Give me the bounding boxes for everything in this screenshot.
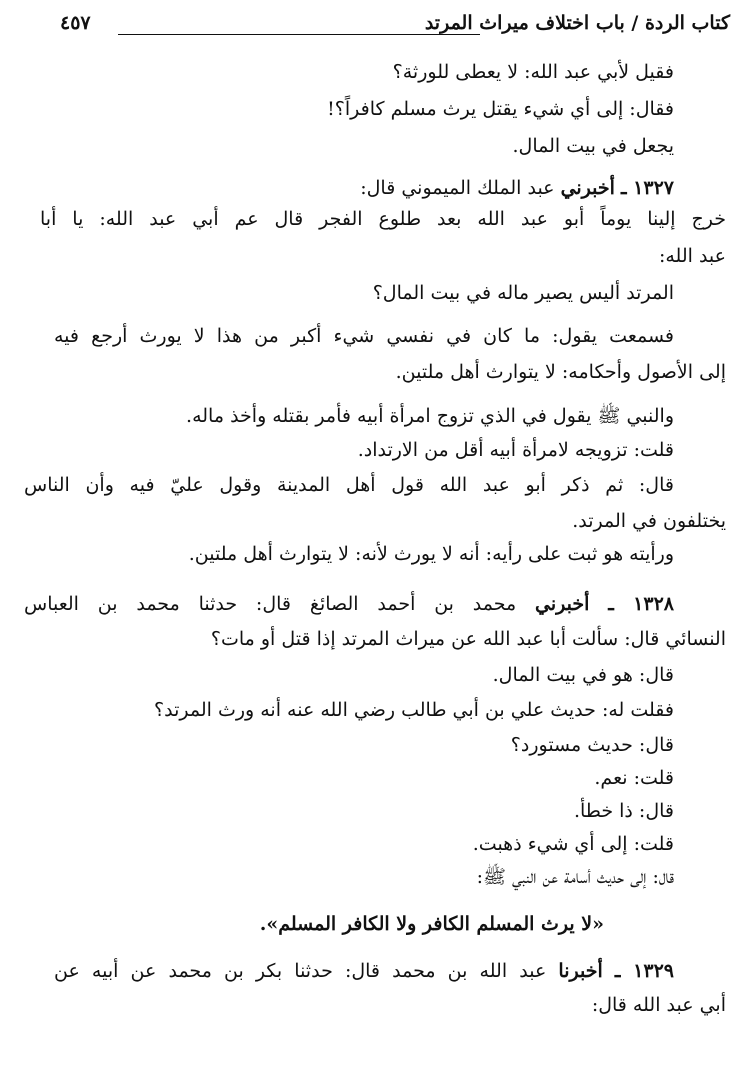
text-line: قلت: نعم. [594,767,674,789]
text-line: فقيل لأبي عبد الله: لا يعطى للورثة؟ [392,61,674,83]
header-title: كتاب الردة / باب اختلاف ميراث المرتد [424,12,730,34]
text-line: فقال: إلى أي شيء يقتل يرث مسلم كافراً؟! [327,98,674,120]
text-line: فسمعت يقول: ما كان في نفسي شيء أكبر من هذا لا يورث أرجع فيه [54,325,674,347]
narration-number: ١٣٢٨ ـ [608,593,674,615]
text-line: إلى الأصول وأحكامه: لا يتوارث أهل ملتين. [395,361,726,383]
running-header [60,10,730,42]
text-line: يجعل في بيت المال. [512,135,674,157]
narration-heading [360,176,674,200]
text-line: النسائي قال: سألت أبا عبد الله عن ميراث المرتد إذا قتل أو مات؟ [210,628,726,650]
narration-number: ١٣٢٩ ـ [614,960,674,982]
text-line: عبد الله: [658,245,726,267]
narration-keyword: أخبرني [535,593,590,615]
narration-heading [54,959,674,983]
narration-number: ١٣٢٧ ـ [620,177,674,199]
text-line: قال: ذا خطأ. [573,800,674,822]
text-line: خرج إلينا يوماً أبو عبد الله بعد طلوع الفجر قال عم أبي عبد الله: يا أبا [40,208,726,230]
text-line: يختلفون في المرتد. [572,510,726,532]
narration-text: عبد الملك الميموني قال: [360,177,555,199]
text-line: أبي عبد الله قال: [591,994,726,1016]
hadith-quote: «لا يرث المسلم الكافر ولا الكافر المسلم». [259,913,604,935]
text-line: قلت: إلى أي شيء ذهبت. [472,833,674,855]
narration-text: عبد الله بن محمد قال: حدثنا بكر بن محمد عن أبيه عن [54,960,547,982]
text-line: والنبي ﷺ يقول في الذي تزوج امرأة أبيه فأمر بقتله وأخذ ماله. [186,405,674,427]
narration-heading [24,592,674,616]
narration-keyword: أخبرني [560,177,615,199]
text-line: قلت: تزويجه لامرأة أبيه أقل من الارتداد. [357,439,674,461]
text-line: قال: إلى حديث أسامة عن النبي ﷺ: [476,866,674,888]
narration-keyword: أخبرنا [558,960,603,982]
text-line: ورأيته هو ثبت على رأيه: أنه لا يورث لأنه: لا يتوارث أهل ملتين. [188,543,674,565]
page-number: ٤٥٧ [60,12,91,34]
narration-text: محمد بن أحمد الصائغ قال: حدثنا محمد بن العباس [24,593,517,615]
text-line: فقلت له: حديث علي بن أبي طالب رضي الله عنه أنه ورث المرتد؟ [154,699,674,721]
text-line: قال: حديث مستورد؟ [510,734,674,756]
text-line: قال: هو في بيت المال. [492,664,674,686]
text-line: المرتد أليس يصير ماله في بيت المال؟ [372,282,674,304]
text-line: قال: ثم ذكر أبو عبد الله قول أهل المدينة وقول عليّ فيه وأن الناس [24,474,674,496]
header-rule [118,34,480,35]
